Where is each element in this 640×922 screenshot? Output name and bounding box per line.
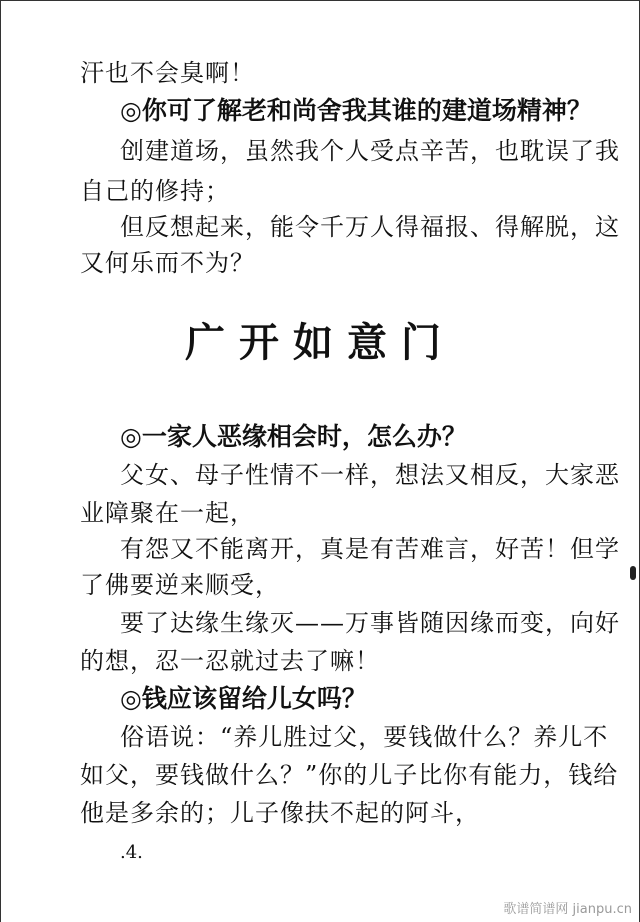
text-line: 他是多余的；儿子像扶不起的阿斗， bbox=[80, 799, 480, 827]
question-heading: ◎你可了解老和尚舍我其谁的建道场精神？ bbox=[120, 96, 592, 125]
left-edge-line bbox=[0, 0, 1, 922]
question-heading: ◎钱应该留给儿女吗？ bbox=[120, 684, 367, 713]
text-line: 如父，要钱做什么？”你的儿子比你有能力，钱给 bbox=[80, 761, 619, 789]
text-line: 要了达缘生缘灭——万事皆随因缘而变，向好 bbox=[120, 609, 620, 637]
text-line: 有怨又不能离开，真是有苦难言，好苦！但学 bbox=[120, 535, 620, 563]
text-line: 俗语说：“养儿胜过父，要钱做什么？养儿不 bbox=[120, 723, 609, 751]
text-line: 父女、母子性情不一样，想法又相反，大家恶 bbox=[120, 461, 620, 489]
text-line: 自己的修持； bbox=[80, 177, 230, 205]
watermark: 歌谱简谱网 jianpu.cn bbox=[503, 902, 632, 917]
text-line: 创建道场，虽然我个人受点辛苦，也耽误了我 bbox=[120, 137, 620, 165]
text-line: 业障聚在一起， bbox=[80, 499, 255, 527]
text-line: 又何乐而不为？ bbox=[80, 249, 255, 277]
text-line: 了佛要逆来顺受， bbox=[80, 571, 280, 599]
page-number: .4. bbox=[120, 842, 143, 863]
text-line: 但反想起来，能令千万人得福报、得解脱，这 bbox=[120, 213, 620, 241]
question-heading: ◎一家人恶缘相会时，怎么办？ bbox=[120, 422, 467, 451]
top-edge-line bbox=[0, 0, 640, 1]
scan-mark bbox=[630, 566, 636, 580]
text-line: 汗也不会臭啊！ bbox=[80, 59, 255, 87]
section-title: 广开如意门 bbox=[185, 320, 455, 366]
text-line: 的想，忍一忍就过去了嘛！ bbox=[80, 647, 380, 675]
